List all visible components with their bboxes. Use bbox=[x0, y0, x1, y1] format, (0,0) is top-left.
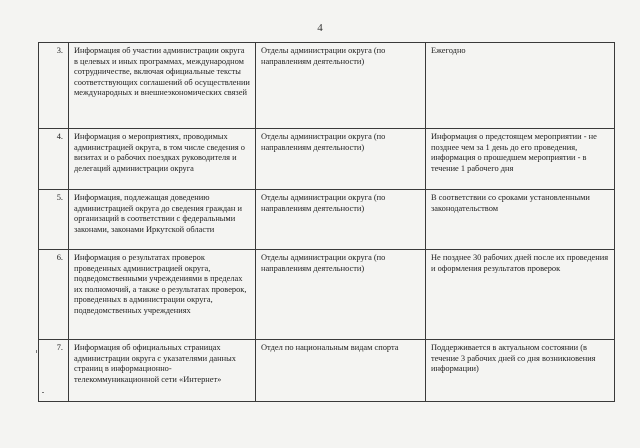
term-cell: В соответствии со сроками установленными законодательством bbox=[426, 190, 615, 250]
term-cell: Не позднее 30 рабочих дней после их проведения и оформления результатов проверок bbox=[426, 250, 615, 340]
term-cell: Поддерживается в актуальном состоянии (в течение 3 рабочих дней со дня возникновения информации) bbox=[426, 340, 615, 402]
responsible-cell: Отделы администрации округа (по направлениям деятельности) bbox=[256, 250, 426, 340]
info-cell: Информация о результатах проверок проведенных администрацией округа, подведомственными учреждениями в пределах их полномочий, а также о результатах проверок, проведенных в администрации округа, подведомственных учреждениях bbox=[69, 250, 256, 340]
row-number: 7. bbox=[39, 340, 69, 402]
table-row bbox=[39, 250, 615, 340]
info-cell: Информация, подлежащая доведению администрацией округа до сведения граждан и организаций в соответствии с федеральными законами, законами Иркутской области bbox=[69, 190, 256, 250]
table-row bbox=[39, 129, 615, 190]
info-cell: Информация о мероприятиях, проводимых администрацией округа, в том числе сведения о визитах и о рабочих поездках руководителя и делегаций администрации округа bbox=[69, 129, 256, 190]
row-number: 3. bbox=[39, 43, 69, 129]
document-table bbox=[38, 42, 615, 402]
responsible-cell: Отделы администрации округа (по направлениям деятельности) bbox=[256, 129, 426, 190]
responsible-cell: Отделы администрации округа (по направлениям деятельности) bbox=[256, 43, 426, 129]
responsible-cell: Отдел по национальным видам спорта bbox=[256, 340, 426, 402]
table-row bbox=[39, 43, 615, 129]
table-row bbox=[39, 190, 615, 250]
row-number: 5. bbox=[39, 190, 69, 250]
term-cell: Ежегодно bbox=[426, 43, 615, 129]
table-row bbox=[39, 340, 615, 402]
info-cell: Информация об официальных страницах администрации округа с указателями данных страниц в информационно-телекоммуникационной сети «Интернет» bbox=[69, 340, 256, 402]
page-number: 4 bbox=[317, 22, 323, 34]
scan-speck bbox=[42, 392, 44, 393]
row-number: 4. bbox=[39, 129, 69, 190]
responsible-cell: Отделы администрации округа (по направлениям деятельности) bbox=[256, 190, 426, 250]
info-cell: Информация об участии администрации округа в целевых и иных программах, международном сотрудничестве, включая официальные тексты соответствующих соглашений об осуществлении международных и внешнеэкономических связей bbox=[69, 43, 256, 129]
term-cell: Информация о предстоящем мероприятии - не позднее чем за 1 день до его проведения, информация о прошедшем мероприятии - в течение 1 рабочего дня bbox=[426, 129, 615, 190]
row-number: 6. bbox=[39, 250, 69, 340]
scan-speck bbox=[36, 350, 37, 353]
